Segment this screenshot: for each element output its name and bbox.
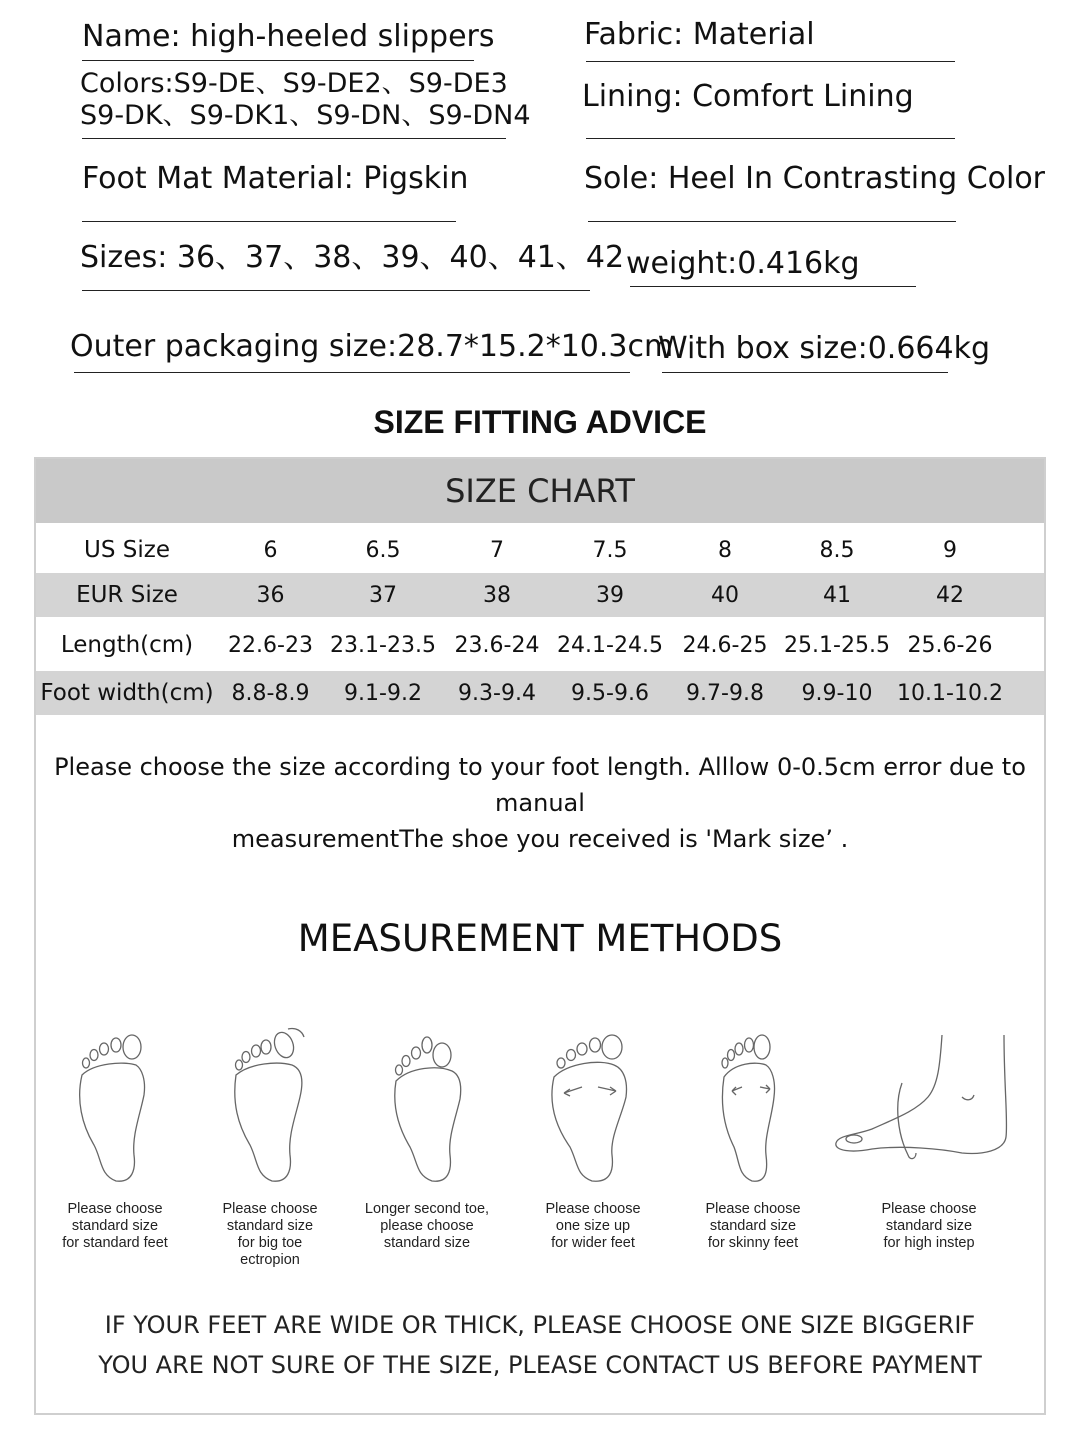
table-cell: 22.6-23 bbox=[228, 632, 313, 658]
table-cell: 8 bbox=[718, 537, 732, 563]
table-cell: 36 bbox=[256, 582, 285, 608]
table-cell: 39 bbox=[596, 582, 624, 608]
caption-line: Please choose bbox=[705, 1201, 801, 1217]
big-toe-ectropion-foot-icon bbox=[222, 1025, 342, 1185]
standard-foot-icon bbox=[64, 1025, 184, 1185]
table-cell: 23.6-24 bbox=[454, 632, 540, 658]
size-chart-title: SIZE CHART bbox=[36, 459, 1044, 523]
underline bbox=[586, 61, 955, 62]
caption-line: standard size bbox=[885, 1218, 973, 1234]
caption-line: standard size bbox=[383, 1235, 471, 1251]
table-cell: 7 bbox=[490, 537, 504, 563]
spec-sizes: Sizes: 36、37、38、39、40、41、42 bbox=[80, 240, 625, 275]
table-row-us-size bbox=[36, 527, 1044, 573]
table-row-length bbox=[36, 621, 1044, 669]
method-caption bbox=[342, 1201, 512, 1252]
table-cell: 6.5 bbox=[365, 537, 401, 563]
size-note-line: Please choose the size according to your foot length. Alllow 0-0.5cm error due to manual bbox=[54, 753, 1026, 817]
table-row-eur-size bbox=[36, 573, 1044, 617]
underline bbox=[82, 221, 456, 222]
spec-outer-packaging: Outer packaging size:28.7*15.2*10.3cm bbox=[70, 329, 674, 364]
bottom-advice-line: YOU ARE NOT SURE OF THE SIZE, PLEASE CONTACT US BEFORE PAYMENT bbox=[98, 1351, 982, 1379]
underline bbox=[74, 372, 630, 373]
underline bbox=[82, 138, 506, 139]
caption-line: Longer second toe, bbox=[364, 1201, 490, 1217]
high-instep-foot-icon bbox=[832, 1025, 1008, 1185]
spec-foot-mat: Foot Mat Material: Pigskin bbox=[82, 161, 469, 196]
section-title: SIZE FITTING ADVICE bbox=[373, 404, 707, 440]
caption-line: for standard feet bbox=[62, 1235, 168, 1251]
row-label: US Size bbox=[84, 537, 170, 563]
table-row-foot-width bbox=[36, 671, 1044, 715]
skinny-foot-icon bbox=[702, 1025, 822, 1185]
caption-line: Please choose bbox=[222, 1201, 318, 1217]
caption-line: Please choose bbox=[67, 1201, 163, 1217]
size-note bbox=[36, 749, 1044, 857]
wide-foot-icon bbox=[542, 1025, 662, 1185]
method-caption bbox=[30, 1201, 200, 1252]
caption-line: ectropion bbox=[240, 1252, 300, 1268]
method-caption bbox=[668, 1201, 838, 1252]
caption-line: for high instep bbox=[883, 1235, 975, 1251]
method-caption bbox=[844, 1201, 1014, 1252]
table-cell: 9.5-9.6 bbox=[571, 680, 649, 706]
underline bbox=[588, 221, 956, 222]
size-note-line: measurementThe shoe you received is 'Mark size’ . bbox=[231, 825, 849, 853]
caption-line: please choose bbox=[380, 1218, 474, 1234]
caption-line: standard size bbox=[226, 1218, 314, 1234]
caption-line: Please choose bbox=[881, 1201, 977, 1217]
caption-line: standard size bbox=[709, 1218, 797, 1234]
table-cell: 24.6-25 bbox=[682, 632, 768, 658]
spec-fabric: Fabric: Material bbox=[584, 17, 815, 52]
underline bbox=[662, 372, 948, 373]
long-second-toe-foot-icon bbox=[382, 1025, 502, 1185]
caption-line: for wider feet bbox=[551, 1235, 635, 1251]
spec-name: Name: high-heeled slippers bbox=[82, 19, 495, 54]
caption-line: for big toe bbox=[237, 1235, 303, 1251]
size-chart-panel bbox=[34, 457, 1046, 1415]
caption-line: standard size bbox=[71, 1218, 159, 1234]
table-cell: 10.1-10.2 bbox=[897, 680, 1003, 706]
underline bbox=[586, 138, 955, 139]
spec-box-weight: With box size:0.664kg bbox=[658, 331, 990, 366]
underline bbox=[82, 290, 590, 291]
table-cell: 8.5 bbox=[819, 537, 855, 563]
underline bbox=[82, 60, 474, 61]
table-cell: 25.6-26 bbox=[907, 632, 993, 658]
table-cell: 9.7-9.8 bbox=[686, 680, 764, 706]
spec-lining: Lining: Comfort Lining bbox=[582, 79, 914, 114]
bottom-advice-line: IF YOUR FEET ARE WIDE OR THICK, PLEASE CHOOSE ONE SIZE BIGGERIF bbox=[104, 1311, 976, 1339]
table-cell: 42 bbox=[936, 582, 964, 608]
spec-sole: Sole: Heel In Contrasting Color bbox=[584, 161, 1046, 196]
underline bbox=[630, 286, 916, 287]
table-cell: 7.5 bbox=[592, 537, 628, 563]
table-cell: 8.8-8.9 bbox=[231, 680, 310, 706]
caption-line: for skinny feet bbox=[707, 1235, 799, 1251]
spec-weight: weight:0.416kg bbox=[626, 246, 860, 281]
table-cell: 9.1-9.2 bbox=[344, 680, 422, 706]
table-cell: 41 bbox=[823, 582, 851, 608]
table-cell: 24.1-24.5 bbox=[557, 632, 663, 658]
table-cell: 38 bbox=[483, 582, 511, 608]
methods-title: MEASUREMENT METHODS bbox=[297, 917, 783, 960]
table-cell: 37 bbox=[369, 582, 397, 608]
table-cell: 23.1-23.5 bbox=[330, 632, 436, 658]
row-label: Foot width(cm) bbox=[40, 680, 214, 706]
table-cell: 9.9-10 bbox=[801, 680, 873, 706]
row-label: EUR Size bbox=[76, 582, 178, 608]
table-cell: 40 bbox=[711, 582, 739, 608]
table-cell: 6 bbox=[263, 537, 278, 563]
spec-colors-line2: S9-DK、S9-DK1、S9-DN、S9-DN4 bbox=[80, 100, 531, 131]
method-caption bbox=[185, 1201, 355, 1269]
table-cell: 25.1-25.5 bbox=[784, 632, 890, 658]
row-label: Length(cm) bbox=[60, 632, 194, 658]
caption-line: Please choose bbox=[545, 1201, 641, 1217]
table-cell: 9.3-9.4 bbox=[458, 680, 536, 706]
method-caption bbox=[508, 1201, 678, 1252]
spec-colors-line1: Colors:S9-DE、S9-DE2、S9-DE3 bbox=[80, 68, 508, 99]
table-cell: 9 bbox=[943, 537, 957, 563]
caption-line: one size up bbox=[555, 1218, 631, 1234]
